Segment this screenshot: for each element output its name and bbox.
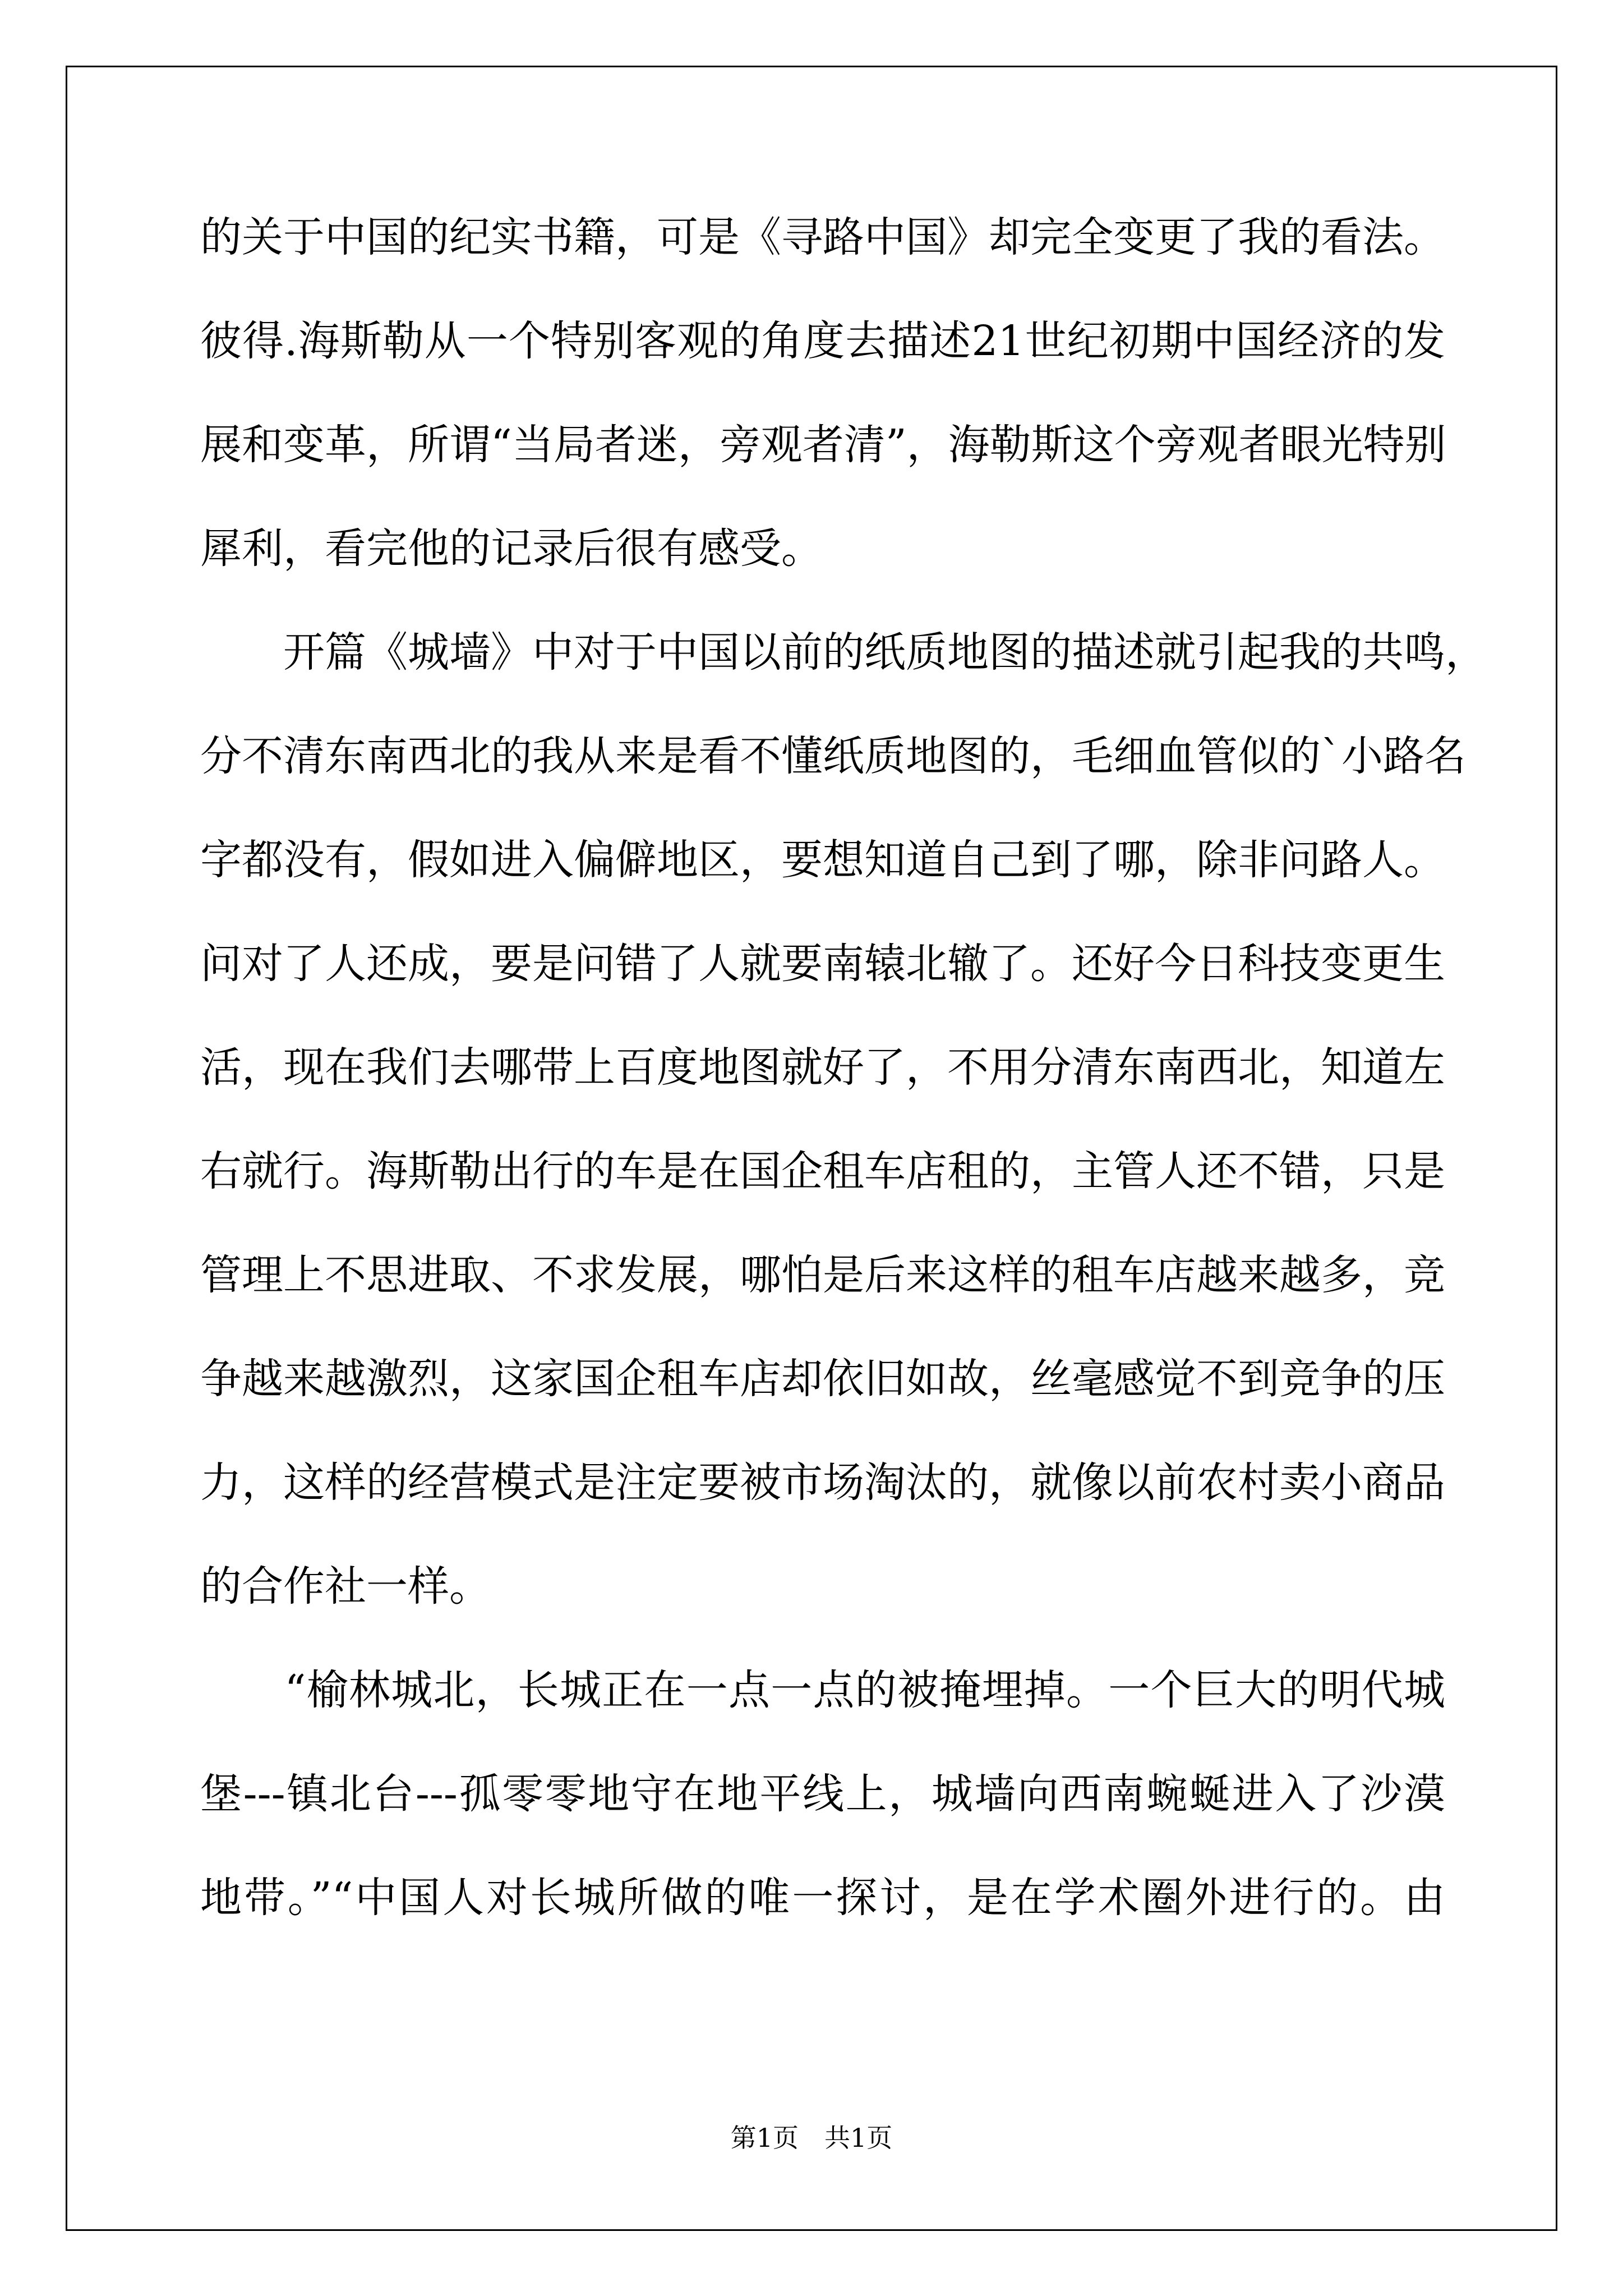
page-number-footer: 第1页 共1页	[730, 2123, 893, 2153]
text-line: 地带。”“中国人对长城所做的唯一探讨，是在学术圈外进行的。由	[200, 1874, 1445, 1922]
text-line: 展和变革，所谓“当局者迷，旁观者清”，海勒斯这个旁观者眼光特别	[200, 421, 1446, 469]
text-line: “榆林城北，长城正在一点一点的被掩埋掉。一个巨大的明代城	[200, 1666, 1445, 1714]
text-line: 犀利，看完他的记录后很有感受。	[200, 524, 823, 573]
text-line: 争越来越激烈，这家国企租车店却依旧如故，丝毫感觉不到竞争的压	[200, 1355, 1445, 1403]
text-line: 右就行。海斯勒出行的车是在国企租车店租的，主管人还不错，只是	[200, 1147, 1445, 1195]
text-line: 问对了人还成，要是问错了人就要南辕北辙了。还好今日科技变更生	[200, 940, 1445, 988]
text-line: 的关于中国的纪实书籍，可是《寻路中国》却完全变更了我的看法。	[200, 213, 1445, 261]
text-line: 彼得.海斯勒从一个特别客观的角度去描述21世纪初期中国经济的发	[200, 317, 1445, 365]
document-body	[200, 209, 1487, 1973]
text-line: 活，现在我们去哪带上百度地图就好了，不用分清东南西北，知道左	[200, 1043, 1445, 1092]
text-line: 字都没有，假如进入偏僻地区，要想知道自己到了哪，除非问路人。	[200, 836, 1445, 884]
text-line: 管理上不思进取、不求发展，哪怕是后来这样的租车店越来越多，竞	[200, 1251, 1445, 1299]
text-line: 力，这样的经营模式是注定要被市场淘汰的，就像以前农村卖小商品	[200, 1458, 1445, 1507]
text-line: 的合作社一样。	[200, 1562, 491, 1611]
text-line: 堡---镇北台---孤零零地守在地平线上，城墙向西南蜿蜒进入了沙漠	[200, 1770, 1445, 1818]
text-line: 开篇《城墙》中对于中国以前的纸质地图的描述就引起我的共鸣，	[200, 628, 1487, 677]
text-line: 分不清东南西北的我从来是看不懂纸质地图的，毛细血管似的`小路名	[200, 732, 1466, 780]
